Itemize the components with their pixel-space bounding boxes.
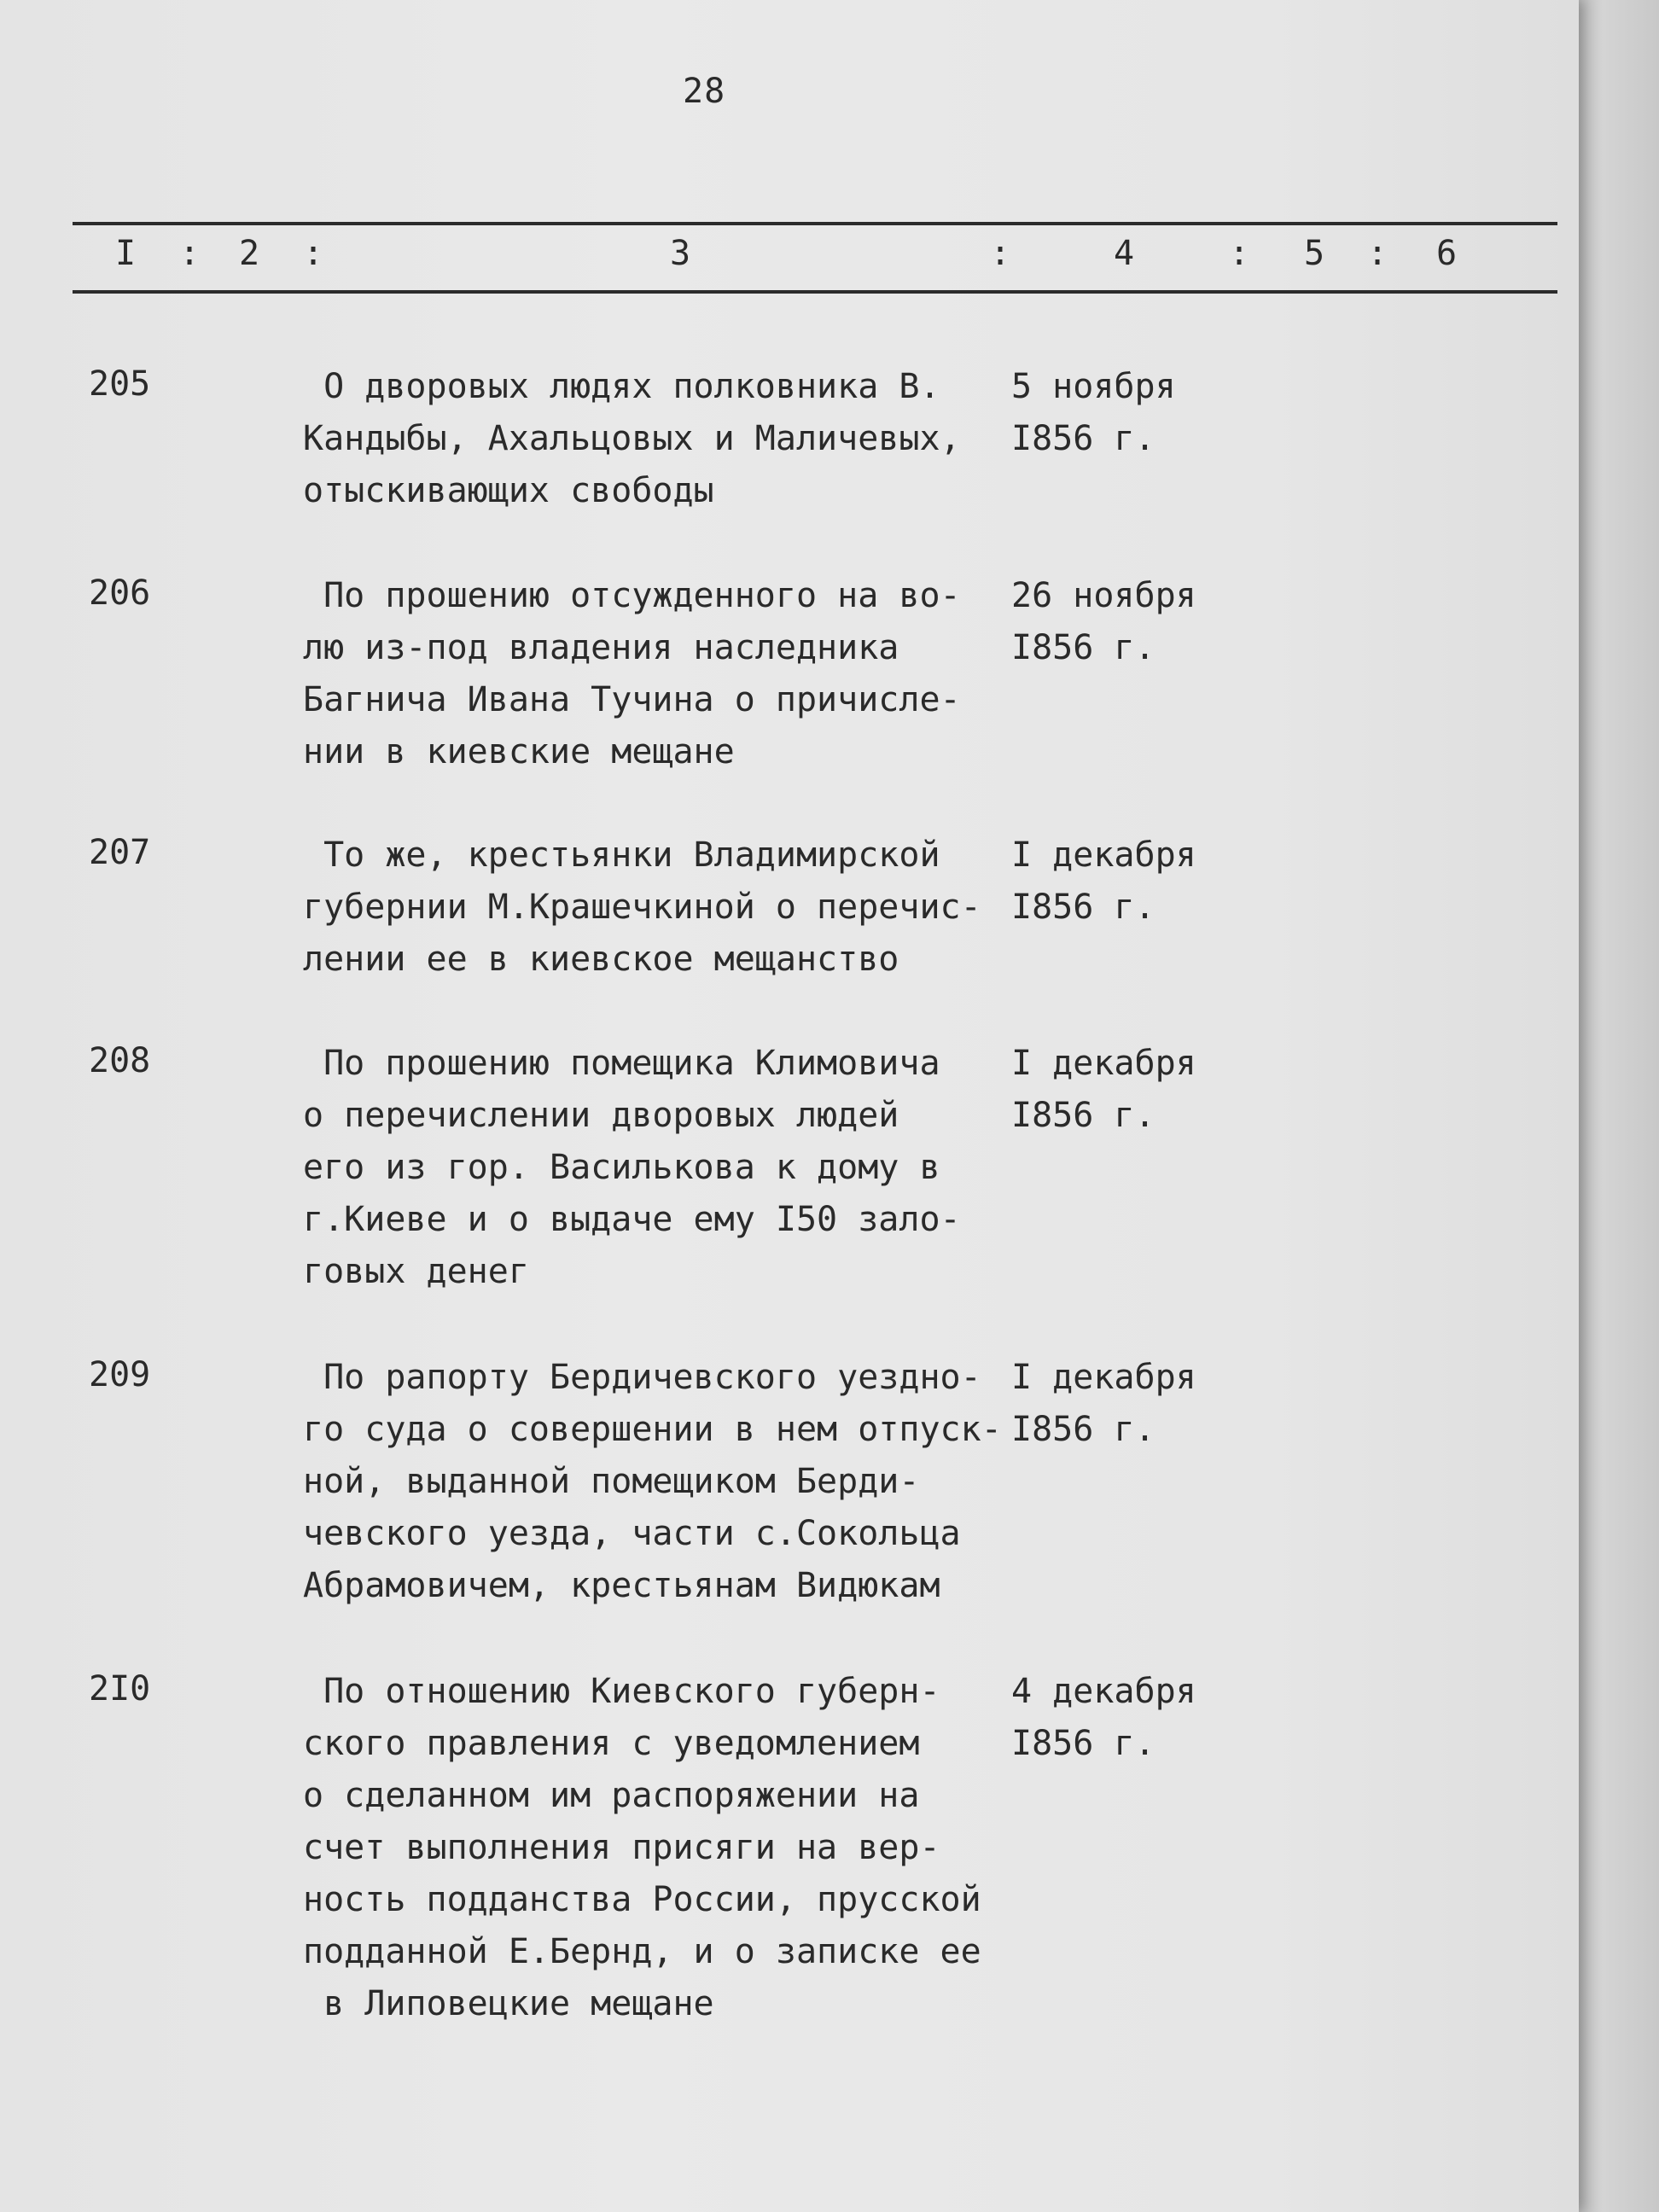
column-2-header: 2 <box>239 234 260 273</box>
entry-number: 205 <box>89 364 151 404</box>
table-header-bottom-rule <box>73 290 1557 294</box>
entry-number: 206 <box>89 573 151 613</box>
column-separator: : <box>990 234 1011 273</box>
entry-number: 207 <box>89 833 151 872</box>
column-separator: : <box>179 234 201 273</box>
page-edge-shadow <box>1579 0 1659 2212</box>
column-separator: : <box>303 234 324 273</box>
column-separator: : <box>1367 234 1388 273</box>
entry-date: 5 ноября I856 г. <box>1011 367 1176 458</box>
entry-description: По прошению помещика Климовича о перечислении дворовых людей его из гор. Василькова к дому в г.Киеве и о выдаче ему I50 зало- говых денег <box>303 1044 961 1291</box>
entry-date: I декабря I856 г. <box>1011 835 1196 927</box>
entry-date: I декабря I856 г. <box>1011 1044 1196 1135</box>
entry-date: 4 декабря I856 г. <box>1011 1672 1196 1763</box>
page-number: 28 <box>683 72 726 111</box>
entry-description: По отношению Киевского губерн- ского правления с уведомлением о сделанном им распоряжении на счет выполнения присяги на вер- ность подданства России, прусской подданной Е.Бернд, и о записке ее в Липовецкие мещане <box>303 1672 981 2023</box>
entry-date: I декабря I856 г. <box>1011 1358 1196 1449</box>
table-header-top-rule <box>73 222 1557 225</box>
entry-number: 2I0 <box>89 1669 151 1708</box>
entry-date: 26 ноября I856 г. <box>1011 576 1196 667</box>
entry-number: 209 <box>89 1355 151 1394</box>
entry-description: О дворовых людях полковника В. Кандыбы, Ахальцовых и Маличевых, отыскивающих свободы <box>303 367 961 510</box>
column-6-header: 6 <box>1436 234 1458 273</box>
entry-description: По рапорту Бердичевского уездно- го суда о совершении в нем отпуск- ной, выданной помещиком Берди- чевского уезда, части с.Сокольца Абрамовичем, крестьянам Видюкам <box>303 1358 1002 1605</box>
column-5-header: 5 <box>1304 234 1325 273</box>
column-1-header: I <box>115 234 137 273</box>
column-3-header: 3 <box>670 234 691 273</box>
column-separator: : <box>1229 234 1250 273</box>
column-4-header: 4 <box>1114 234 1135 273</box>
entry-description: По прошению отсужденного на во- лю из-под владения наследника Багнича Ивана Тучина о причисле- нии в киевские мещане <box>303 576 961 771</box>
entry-number: 208 <box>89 1041 151 1080</box>
entry-description: То же, крестьянки Владимирской губернии М.Крашечкиной о перечис- лении ее в киевское мещанство <box>303 835 981 979</box>
